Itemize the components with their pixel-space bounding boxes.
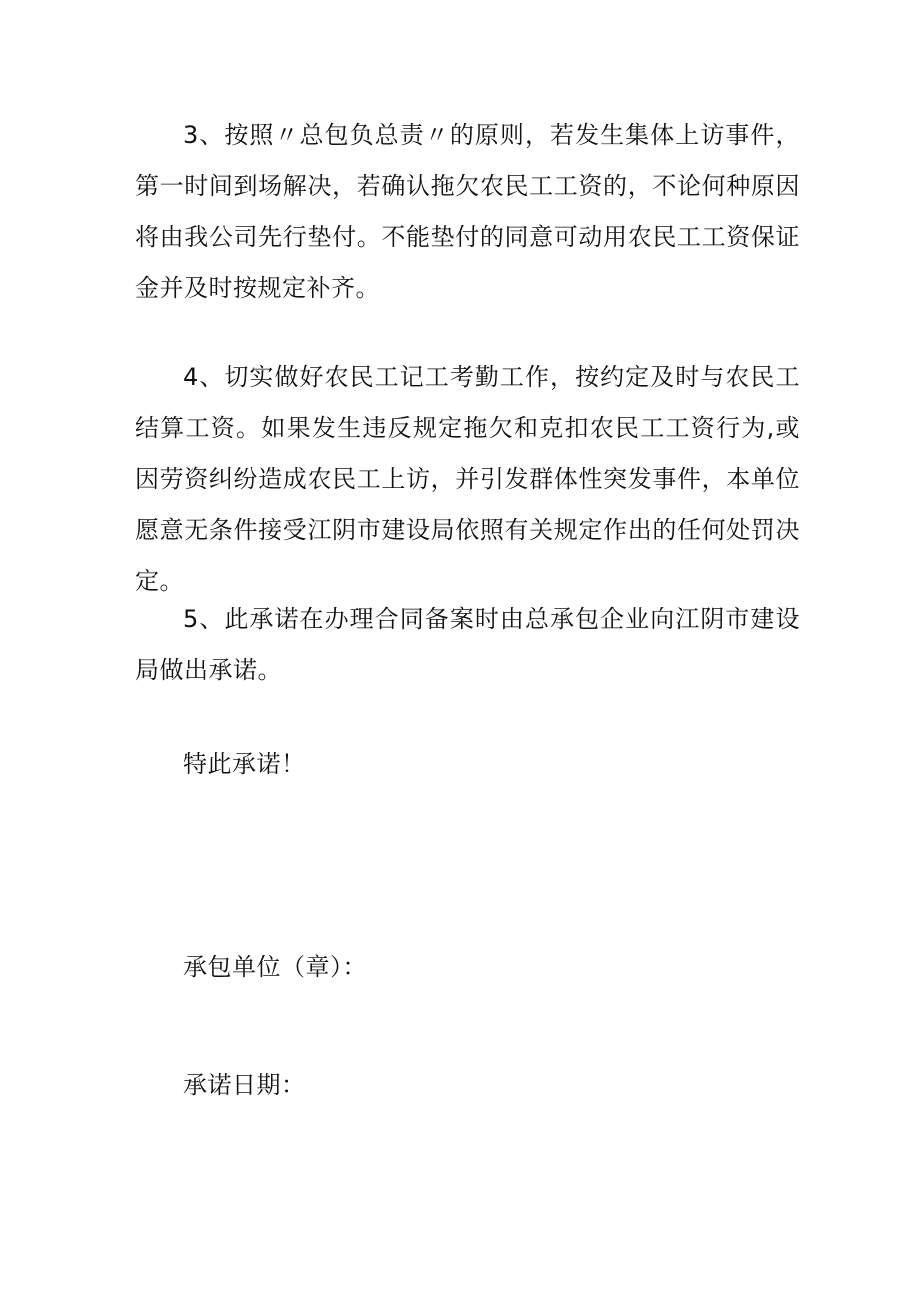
- clause-3-paragraph: 3、按照〃总包负总责〃的原则，若发生集体上访事件，第一时间到场解决，若确认拖欠农民工工资的，不论何种原因将由我公司先行垫付。不能垫付的同意可动用农民工工资保证金并及时按规定补齐。: [135, 121, 800, 302]
- clause-4-paragraph: 4、切实做好农民工记工考勤工作，按约定及时与农民工结算工资。如果发生违反规定拖欠和克扣农民工工资行为,或因劳资纠纷造成农民工上访，并引发群体性突发事件，本单位愿意无条件接受江阴市建设局依照有关规定作出的任何处罚决定。: [135, 363, 800, 595]
- commitment-date-label: 承诺日期：: [183, 1071, 306, 1099]
- clause-5-paragraph: 5、此承诺在办理合同备案时由总承包企业向江阴市建设局做出承诺。: [135, 605, 800, 684]
- closing-statement: 特此承诺！: [183, 750, 306, 778]
- contractor-unit-seal-label: 承包单位（章）：: [183, 953, 367, 981]
